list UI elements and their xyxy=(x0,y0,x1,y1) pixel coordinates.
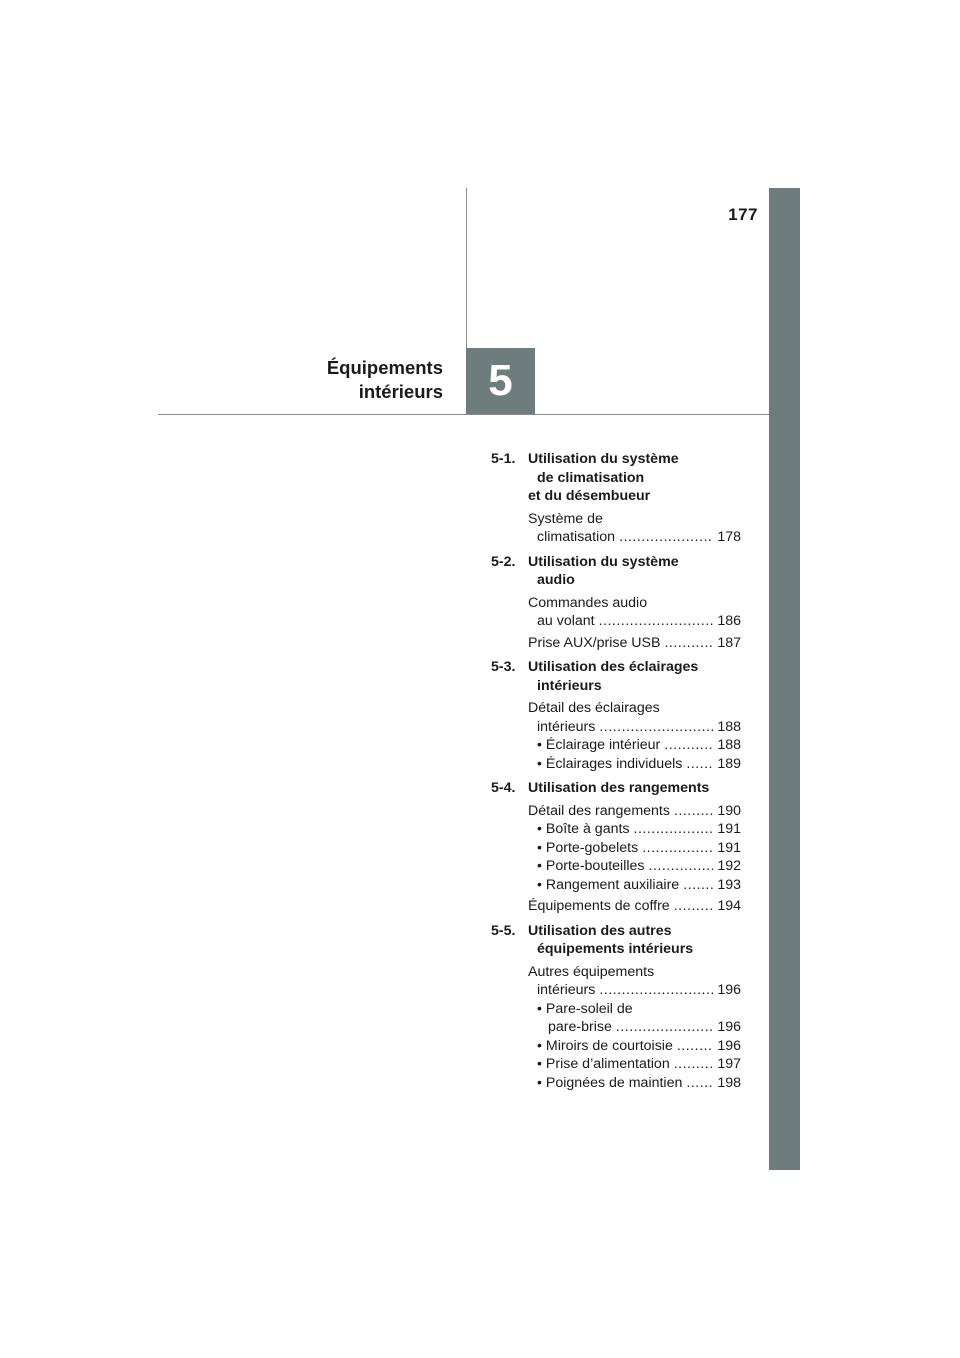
toc-section-5-2 xyxy=(491,553,741,653)
entry-label: Équipements de coffre xyxy=(528,898,670,914)
toc-entry[interactable] xyxy=(528,963,741,1093)
entry-page: 198 xyxy=(717,1074,741,1091)
entry-label: Système de xyxy=(528,510,603,527)
toc-subentry[interactable] xyxy=(528,1074,741,1093)
toc-entry[interactable] xyxy=(528,634,741,653)
entry-label: au volant xyxy=(537,613,595,629)
toc-subentry[interactable] xyxy=(528,876,741,895)
toc-subentry[interactable] xyxy=(528,820,741,839)
section-number: 5-5. xyxy=(491,922,516,939)
chapter-number-badge: 5 xyxy=(466,348,535,414)
entry-label: • Éclairage intérieur xyxy=(537,737,661,753)
page-number: 177 xyxy=(728,205,758,224)
section-title-line: intérieurs xyxy=(537,677,602,694)
toc-entry[interactable] xyxy=(528,699,741,773)
toc-entry[interactable] xyxy=(528,802,741,895)
section-number: 5-4. xyxy=(491,780,516,796)
section-title xyxy=(528,658,741,695)
toc-subentry[interactable] xyxy=(528,1055,741,1074)
section-title-line: Utilisation des autres xyxy=(528,922,672,939)
entry-label: • Boîte à gants xyxy=(537,821,630,837)
entry-page: 190 xyxy=(717,802,741,819)
entry-page: 197 xyxy=(717,1056,741,1072)
toc-subentry[interactable] xyxy=(528,857,741,876)
entry-label: intérieurs xyxy=(537,718,596,735)
chapter-title xyxy=(327,356,443,404)
entry-label: Détail des éclairages xyxy=(528,700,660,716)
toc-subentry[interactable] xyxy=(528,839,741,858)
entry-page: 187 xyxy=(717,634,741,651)
entry-label: • Prise d’alimentation xyxy=(537,1056,670,1072)
toc-entry[interactable] xyxy=(528,510,741,547)
toc-subentry[interactable] xyxy=(528,736,741,755)
entry-page: 188 xyxy=(717,737,741,753)
entry-label: • Poignées de maintien xyxy=(537,1074,683,1091)
section-number: 5-2. xyxy=(491,553,516,570)
entry-page: 191 xyxy=(717,839,741,856)
section-title-line: Utilisation des rangements xyxy=(528,780,710,796)
section-number: 5-1. xyxy=(491,451,516,467)
entry-label: Commandes audio xyxy=(528,594,648,611)
entry-label: intérieurs xyxy=(537,982,596,998)
section-title xyxy=(528,922,741,959)
toc-section-5-3 xyxy=(491,658,741,773)
entry-label: climatisation xyxy=(537,529,616,545)
entry-label: • Rangement auxiliaire xyxy=(537,876,680,893)
chapter-title-line1: Équipements xyxy=(326,357,443,378)
section-title xyxy=(528,450,741,506)
entry-label: • Porte-bouteilles xyxy=(537,858,645,874)
toc-subentry[interactable]: • Pare-soleil de xyxy=(537,1000,633,1017)
section-title xyxy=(528,779,741,798)
toc-subentry[interactable] xyxy=(528,1018,741,1037)
entry-label: Prise AUX/prise USB xyxy=(528,634,661,651)
section-title-line: audio xyxy=(537,572,575,588)
entry-label: • Miroirs de courtoisie xyxy=(537,1037,673,1054)
toc-subentry[interactable] xyxy=(528,755,741,774)
toc-subentry[interactable] xyxy=(528,1037,741,1056)
section-title-line: équipements intérieurs xyxy=(537,941,694,957)
entry-label: • Éclairages individuels xyxy=(537,755,683,772)
vertical-rule xyxy=(466,188,467,348)
toc-section-5-1 xyxy=(491,450,741,547)
section-title-line: et du désembueur xyxy=(528,488,651,504)
chapter-title-line2: intérieurs xyxy=(358,381,443,402)
entry-label: Autres équipements xyxy=(528,963,655,980)
chapter-tab-strip xyxy=(769,188,800,1170)
toc-section-5-5 xyxy=(491,922,741,1093)
section-title xyxy=(528,553,741,590)
entry-page: 178 xyxy=(717,529,741,545)
section-title-line: Utilisation du système xyxy=(528,553,679,570)
entry-page: 188 xyxy=(717,718,741,735)
entry-page: 196 xyxy=(717,1037,741,1054)
entry-page: 196 xyxy=(717,982,741,998)
entry-page: 193 xyxy=(717,876,741,893)
entry-page: 194 xyxy=(717,898,741,914)
section-title-line: de climatisation xyxy=(537,469,645,486)
entry-page: 196 xyxy=(717,1019,741,1035)
entry-page: 186 xyxy=(717,613,741,629)
toc-entry[interactable] xyxy=(528,594,741,631)
entry-label: pare-brise xyxy=(548,1019,612,1035)
horizontal-rule xyxy=(158,414,769,415)
entry-page: 189 xyxy=(717,755,741,772)
entry-page: 192 xyxy=(717,858,741,874)
entry-page: 191 xyxy=(717,821,741,837)
section-title-line: Utilisation des éclairages xyxy=(528,659,699,675)
entry-label: Détail des rangements xyxy=(528,802,670,819)
toc-entry[interactable] xyxy=(528,897,741,916)
section-title-line: Utilisation du système xyxy=(528,451,679,467)
toc-section-5-4 xyxy=(491,779,741,916)
entry-label: • Porte-gobelets xyxy=(537,839,639,856)
table-of-contents xyxy=(491,450,741,1098)
section-number: 5-3. xyxy=(491,659,516,675)
